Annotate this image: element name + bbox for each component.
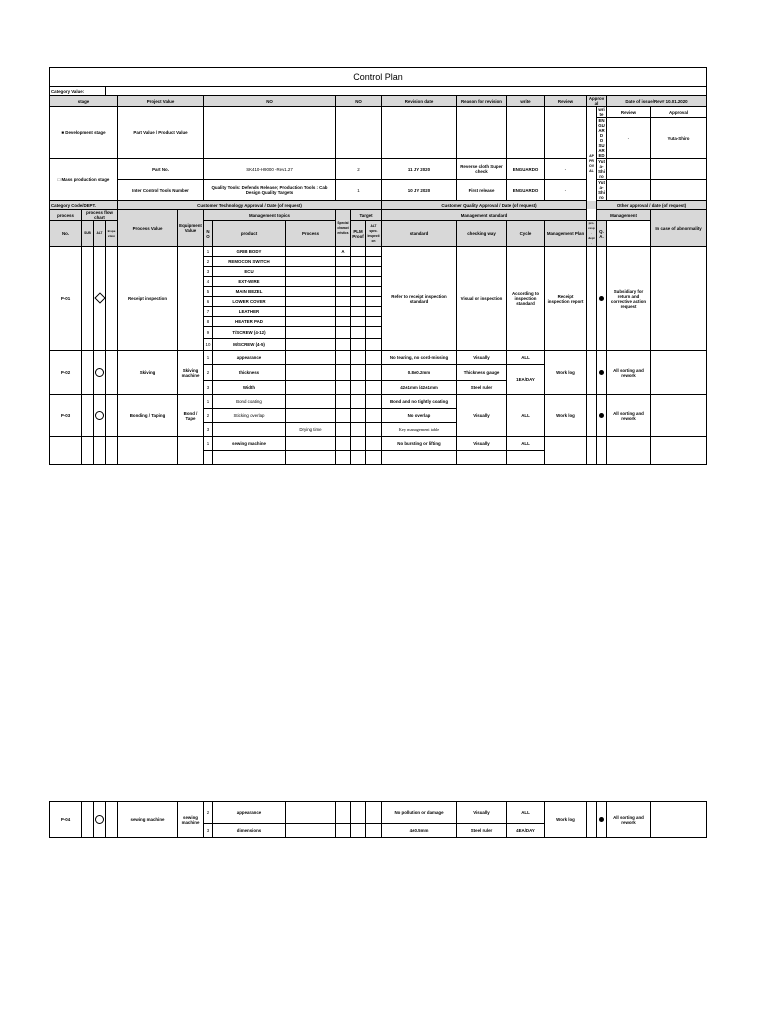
p01-item-no: 1	[204, 247, 213, 257]
col-no-label: No.	[50, 221, 82, 247]
col-in-case: In case of abnormality	[651, 210, 707, 247]
signoff-review-val: -	[607, 118, 651, 159]
p01-item-no: 7	[204, 307, 213, 317]
p03-item-standard: No overlap	[382, 409, 457, 423]
p01-item-product: T/SCREW (4-12)	[213, 327, 286, 339]
p03-equipment: Bond / Tape	[178, 395, 204, 437]
p02-equipment: Skiving machine	[178, 351, 204, 395]
p01-item-product: HEATER PAD	[213, 317, 286, 327]
p01-item-no: 2	[204, 257, 213, 267]
p04-equipment: sewing machine	[178, 802, 204, 838]
p03-item-no: 1	[204, 395, 213, 409]
rev-0-review: -	[545, 159, 587, 180]
col-alt-spec: ALT spec. Inspection	[366, 221, 382, 247]
responsible-dot-icon	[599, 370, 604, 375]
rev-1-approval: Yuta-Shiro	[598, 180, 605, 200]
p04-name: sewing machine	[118, 802, 178, 838]
stage-development: ■ Development stage	[50, 107, 118, 159]
rev-0-date: 11 JY 2020	[382, 159, 457, 180]
p02-item-product: appearance	[213, 351, 286, 365]
operation-circle-icon	[95, 368, 104, 377]
col-qa: Q.A.	[597, 221, 607, 247]
p01-abnormal: Subsidiary for return and corrective action request	[607, 247, 651, 351]
col-no: NO	[204, 96, 336, 107]
customer-quality: Customer Quality Approval / Date (of request)	[382, 201, 597, 210]
p01-checking: Visual or inspection	[457, 247, 507, 351]
p03-item-standard: Bond and no tightly coating	[382, 395, 457, 409]
p03-item-product: Bond coating	[213, 395, 286, 409]
p04-item-product: dimensions	[213, 824, 286, 838]
p04-item-cycle: ALL	[507, 802, 545, 824]
col-write: write	[507, 96, 545, 107]
p02-no: P-02	[50, 351, 82, 395]
col-cycle: Cycle	[507, 221, 545, 247]
p02-item-checking: Steel ruler	[457, 381, 507, 395]
col-equipment: Equipment Value	[178, 210, 204, 247]
p02-item-standard: 42±1mm /42±1mm	[382, 381, 457, 395]
col-date: Date of issue/Rev# 10.01.2020	[607, 96, 707, 107]
stage-mass: □ Mass production stage	[50, 159, 118, 201]
p04-item-checking: Steel ruler	[457, 824, 507, 838]
rev-0-write: ENGUARDO	[507, 159, 545, 180]
p01-no: P-01	[50, 247, 82, 351]
responsible-dot-icon	[599, 296, 604, 301]
customer-tech: Customer Technology Approval / Date (of request)	[118, 201, 382, 210]
col-mgmt-plan: Management Plan	[545, 221, 587, 247]
control-plan-continuation	[49, 801, 706, 838]
part-label: Part Value / Product Value	[118, 107, 204, 159]
p02-item-no: 3	[204, 381, 213, 395]
p02-item-checking: Thickness gauge	[457, 365, 507, 381]
control-plan-sheet	[49, 67, 706, 465]
p03-item-no: 3	[204, 423, 213, 437]
rev-0-reason: Reverse cloth Super check	[457, 159, 507, 180]
operation-circle-icon	[95, 411, 104, 420]
p01-item-no: 5	[204, 287, 213, 297]
p04-item-no: 2	[204, 802, 213, 824]
rev-1-reason: First release	[457, 180, 507, 201]
col-revision-date: Revision date	[382, 96, 457, 107]
signoff-side: APPROVAL	[587, 107, 597, 221]
p02-item-checking: Visually	[457, 351, 507, 365]
signoff-approval: Approval	[651, 107, 707, 118]
p02-item-standard: No tearing, no cord-missing	[382, 351, 457, 365]
p02-name: Skiving	[118, 351, 178, 395]
p02-item-cycle: ALL	[507, 351, 545, 365]
col-process-value: Process Value	[118, 210, 178, 247]
inspection-diamond-icon	[94, 292, 105, 303]
p01-item-no: 8	[204, 317, 213, 327]
col-process-col: Process	[286, 221, 336, 247]
p01-item-product: GRIB BODY	[213, 247, 286, 257]
p04-no: P-04	[50, 802, 82, 838]
p02-item-standard: 0.8±0.2mm	[382, 365, 457, 381]
continuation-table	[49, 801, 707, 838]
col-reason: Reason for revision	[457, 96, 507, 107]
rev-0-no: 2	[336, 159, 382, 180]
p01-cycle: According to inspection standard	[507, 247, 545, 351]
p04-abnormal: All sorting and rework	[607, 802, 651, 838]
p03-abnormal: All sorting and rework	[607, 395, 651, 437]
col-approval: Approval	[587, 96, 607, 107]
p04-item-cycle: 4EA/DAY	[507, 824, 545, 838]
col-standard: standard	[382, 221, 457, 247]
rev-1-review: -	[545, 180, 587, 201]
col-review: Review	[545, 96, 587, 107]
col-project: Project Value	[118, 96, 204, 107]
rev-1-write: ENGUARDO	[507, 180, 545, 201]
part-no-value: SK410-H9000 -Rev1.27	[204, 159, 336, 180]
col-alt: ALT	[94, 221, 106, 247]
p03-plan: Work log	[545, 395, 587, 437]
p03-checking: Visually	[457, 395, 507, 437]
p03-item-standard: Key management table	[382, 423, 457, 437]
p01-item-product: REMOCON SWITCH	[213, 257, 286, 267]
signoff-write-val: ENGUARD O SUARED	[598, 118, 605, 158]
p03-item-product	[213, 423, 286, 437]
p01-item-product: LOWER COVER	[213, 297, 286, 307]
mgmt-standard: Management standard	[382, 210, 587, 221]
operation-circle-icon	[95, 815, 104, 824]
col-process-flow: process flow chart	[82, 210, 118, 221]
mgmt-short: Management	[597, 210, 651, 221]
responsible-dot-icon	[599, 817, 604, 822]
rev-1-date: 10 JY 2020	[382, 180, 457, 201]
target: Target	[351, 210, 382, 221]
col-checking: checking way	[457, 221, 507, 247]
p03-item-no: 2	[204, 409, 213, 423]
p02-item-product: Width	[213, 381, 286, 395]
p04-item-standard: No pollution or damage	[382, 802, 457, 824]
p01-item-product: ECU	[213, 267, 286, 277]
p01-special: A	[336, 247, 351, 257]
p04-item-product: appearance	[213, 802, 286, 824]
p01-item-no: 4	[204, 277, 213, 287]
p01-item-product: M/SCREW (4-5)	[213, 339, 286, 351]
col-special: Special characteristics	[336, 210, 351, 247]
p02-item-product: thickness	[213, 365, 286, 381]
category-label: Category Value:	[50, 87, 106, 96]
p01-item-no: 6	[204, 297, 213, 307]
p02-cycle-shared: 1EA/DAY	[507, 365, 545, 395]
p03-item-product: Sticking overlap	[213, 409, 286, 423]
col-no-col: NO	[204, 221, 213, 247]
p02-abnormal: All sorting and rework	[607, 351, 651, 395]
p01-item-no: 9	[204, 327, 213, 339]
page-gap	[49, 488, 706, 798]
p02-item-no: 2	[204, 365, 213, 381]
page-title: Control Plan	[50, 68, 707, 87]
p03-no: P-03	[50, 395, 82, 437]
control-plan-table	[49, 67, 707, 465]
tools-value: Quality Tools: Defends Release; Production Tools : Cab Design Quality Targets	[204, 180, 336, 201]
p01-item-product: MAIN BEZEL	[213, 287, 286, 297]
col-pro: pro. resp. dept.	[588, 221, 595, 245]
p02-item-no: 1	[204, 351, 213, 365]
p04-item-standard: No bursting or lifting	[382, 437, 457, 451]
p01-item-product: LEATHER	[213, 307, 286, 317]
p03-item-process: Drying time	[286, 423, 336, 437]
mgmt-topics: Management topics	[204, 210, 336, 221]
p01-item-no: 3	[204, 267, 213, 277]
p02-plan: Work log	[545, 351, 587, 395]
col-product: product	[213, 221, 286, 247]
signoff-review: Review	[607, 107, 651, 118]
cat-dept: Category Code/DEPT.	[50, 201, 118, 210]
p01-plan: Receipt inspection report	[545, 247, 587, 351]
p01-name: Receipt inspection	[118, 247, 178, 351]
rev-1-no: 1	[336, 180, 382, 201]
part-name: Part No.	[118, 159, 204, 180]
p03-cycle: ALL	[507, 395, 545, 437]
p04-item-cycle: ALL	[507, 437, 545, 451]
p03-name: Bonding / Taping	[118, 395, 178, 437]
col-plm: PLM Proof	[351, 221, 366, 247]
p04-item-no: 3	[204, 824, 213, 838]
col-stage: stage	[50, 96, 118, 107]
p04-item-no: 1	[204, 437, 213, 451]
signoff-approval-val: Yuta-Shiro	[651, 118, 707, 159]
col-no2: NO	[336, 96, 382, 107]
p01-standard: Refer to receipt inspection standard	[382, 247, 457, 351]
col-process: process	[50, 210, 82, 221]
p04-plan: Work log	[545, 802, 587, 838]
col-inspection: Inspection	[106, 221, 118, 247]
tools-label: Inter Control Tools Number	[118, 180, 204, 201]
p04-item-checking: Visually	[457, 437, 507, 451]
p01-item-no: 10	[204, 339, 213, 351]
signoff-write: write	[598, 107, 605, 117]
p04-item-checking: Visually	[457, 802, 507, 824]
p04-item-product: sewing machine	[213, 437, 286, 451]
p01-item-product: EXT-WIRE	[213, 277, 286, 287]
rev-0-approval: Yuta-Shiro	[598, 159, 605, 179]
other-approval: Other approval / date (of request)	[597, 201, 707, 210]
col-sub: SUB	[82, 221, 94, 247]
p04-item-standard: 4±0.5mm	[382, 824, 457, 838]
responsible-dot-icon	[599, 413, 604, 418]
